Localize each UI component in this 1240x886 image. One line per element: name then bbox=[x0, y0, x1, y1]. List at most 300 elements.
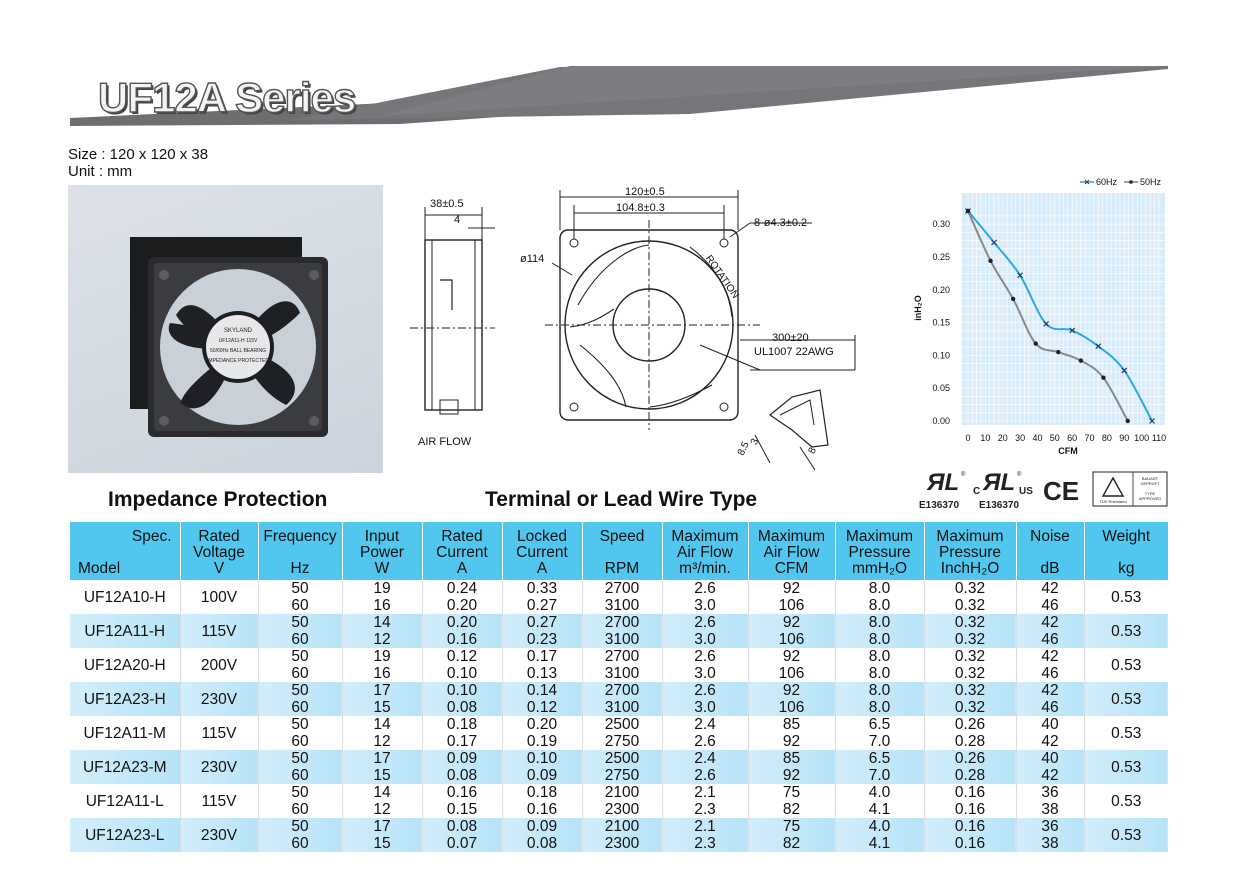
model-cell: UF12A23-M bbox=[70, 750, 180, 784]
fan-illustration bbox=[68, 185, 383, 473]
y-tick-label: 0.30 bbox=[932, 219, 950, 230]
cell-value: 0.10 bbox=[526, 750, 558, 767]
weight-cell: 0.53 bbox=[1084, 580, 1168, 614]
column-header bbox=[662, 522, 748, 580]
front-width-label: 120±0.5 bbox=[625, 186, 665, 198]
column-header bbox=[582, 522, 662, 580]
column-header bbox=[924, 522, 1016, 580]
cell-value: 60 bbox=[291, 597, 309, 614]
legend-marker bbox=[1129, 180, 1133, 184]
cell-value: 40 bbox=[1041, 750, 1059, 767]
data-point bbox=[1079, 358, 1083, 362]
pressure-in-cell bbox=[924, 750, 1016, 784]
cell-value: 0.23 bbox=[526, 631, 558, 648]
x-tick-label: 10 bbox=[980, 433, 991, 443]
dimension-drawing bbox=[400, 185, 880, 485]
cell-value: 3100 bbox=[604, 699, 640, 716]
cell-value: 42 bbox=[1041, 733, 1059, 750]
power-cell bbox=[342, 648, 422, 682]
legend-label: 60Hz bbox=[1096, 177, 1118, 187]
cell-value: 50 bbox=[291, 784, 309, 801]
x-tick-label: 50 bbox=[1049, 433, 1060, 443]
cell-value: 0.32 bbox=[954, 597, 986, 614]
cell-value: 0.26 bbox=[954, 716, 986, 733]
column-unit: m³/min. bbox=[679, 559, 731, 577]
cell-value: 3100 bbox=[604, 597, 640, 614]
freq-cell bbox=[258, 750, 342, 784]
certification-marks bbox=[915, 468, 1170, 514]
locked-cell bbox=[502, 818, 582, 852]
pressure-mm-cell bbox=[835, 750, 924, 784]
side-view bbox=[410, 198, 495, 448]
cell-value: 19 bbox=[373, 648, 391, 665]
cell-value: 2.3 bbox=[694, 801, 716, 818]
photo-label-line-3: 50/60Hz BALL BEARING bbox=[210, 348, 266, 354]
data-point bbox=[1034, 341, 1038, 345]
data-point bbox=[1056, 350, 1060, 354]
svg-text:®: ® bbox=[1017, 472, 1022, 478]
cell-value: 0.26 bbox=[954, 750, 986, 767]
cell-value: 3.0 bbox=[694, 665, 716, 682]
power-cell bbox=[342, 716, 422, 750]
cell-value: 8.0 bbox=[868, 682, 891, 699]
speed-cell bbox=[582, 648, 662, 682]
x-tick-label: 60 bbox=[1067, 433, 1078, 443]
noise-cell bbox=[1016, 818, 1084, 852]
x-tick-label: 110 bbox=[1151, 433, 1167, 443]
pressure-in-cell bbox=[924, 818, 1016, 852]
weight-cell: 0.53 bbox=[1084, 750, 1168, 784]
freq-cell bbox=[258, 818, 342, 852]
unit-info: Unit : mm bbox=[68, 163, 133, 180]
model-cell: UF12A11-M bbox=[70, 716, 180, 750]
column-unit: W bbox=[374, 559, 390, 577]
column-header bbox=[502, 522, 582, 580]
pressure-mm-cell bbox=[835, 648, 924, 682]
cell-value: 0.17 bbox=[446, 733, 478, 750]
cell-value: 2.1 bbox=[694, 784, 716, 801]
y-tick-label: 0.10 bbox=[932, 350, 950, 361]
cell-value: 0.32 bbox=[954, 614, 986, 631]
terminal-dim-b: 8.5 bbox=[735, 440, 752, 458]
impedance-heading: Impedance Protection bbox=[108, 488, 328, 511]
data-point bbox=[1101, 375, 1105, 379]
cell-value: 0.18 bbox=[526, 784, 558, 801]
cell-value: 2100 bbox=[604, 784, 640, 801]
cell-value: 85 bbox=[782, 750, 801, 767]
cell-value: 2300 bbox=[604, 801, 640, 818]
noise-cell bbox=[1016, 784, 1084, 818]
cell-value: 0.09 bbox=[446, 750, 478, 767]
x-tick-label: 100 bbox=[1134, 433, 1150, 443]
terminal-detail bbox=[736, 390, 828, 470]
cell-value: 106 bbox=[778, 699, 805, 716]
cell-value: 46 bbox=[1041, 699, 1059, 716]
locked-cell bbox=[502, 580, 582, 614]
rated-cell bbox=[422, 614, 502, 648]
cell-value: 0.32 bbox=[954, 699, 986, 716]
cell-value: 0.16 bbox=[954, 801, 986, 818]
cell-value: 60 bbox=[291, 733, 309, 750]
cell-value: 0.27 bbox=[526, 597, 558, 614]
cell-value: 2700 bbox=[604, 580, 640, 597]
cul-us-mark: US bbox=[1019, 486, 1033, 497]
hole-pitch-label: 104.8±0.3 bbox=[616, 202, 665, 214]
cell-value: 2.6 bbox=[694, 614, 716, 631]
model-cell: UF12A11-H bbox=[70, 614, 180, 648]
cell-value: 8.0 bbox=[868, 665, 891, 682]
column-header bbox=[748, 522, 835, 580]
ul-mark bbox=[919, 469, 966, 511]
weight-cell: 0.53 bbox=[1084, 716, 1168, 750]
cell-value: 2750 bbox=[604, 767, 640, 784]
cell-value: 14 bbox=[373, 784, 391, 801]
tuv-line-1: BAUART bbox=[1141, 476, 1159, 481]
column-unit: A bbox=[536, 559, 548, 577]
column-header bbox=[835, 522, 924, 580]
cell-value: 19 bbox=[373, 580, 391, 597]
cell-value: 0.09 bbox=[526, 767, 558, 784]
cell-value: 0.18 bbox=[446, 716, 478, 733]
cell-value: 0.16 bbox=[954, 784, 986, 801]
cell-value: 2700 bbox=[604, 614, 640, 631]
cell-value: 4.1 bbox=[868, 835, 891, 852]
speed-cell bbox=[582, 682, 662, 716]
noise-cell bbox=[1016, 682, 1084, 716]
cell-value: 3.0 bbox=[694, 699, 716, 716]
cell-value: 92 bbox=[782, 614, 801, 631]
pressure-mm-cell bbox=[835, 614, 924, 648]
pressure-in-cell bbox=[924, 716, 1016, 750]
cell-value: 2.6 bbox=[694, 767, 716, 784]
cell-value: 0.28 bbox=[954, 767, 986, 784]
cell-value: 106 bbox=[778, 597, 805, 614]
cell-value: 46 bbox=[1041, 665, 1059, 682]
cell-value: 92 bbox=[782, 648, 801, 665]
terminal-heading: Terminal or Lead Wire Type bbox=[485, 488, 758, 511]
cell-value: 60 bbox=[291, 835, 309, 852]
cell-value: 0.12 bbox=[526, 699, 558, 716]
speed-cell bbox=[582, 580, 662, 614]
data-point bbox=[1126, 419, 1130, 423]
rated-cell bbox=[422, 818, 502, 852]
column-header bbox=[342, 522, 422, 580]
cell-value: 0.10 bbox=[446, 682, 478, 699]
cell-value: 2500 bbox=[604, 716, 640, 733]
cell-value: 92 bbox=[782, 733, 801, 750]
locked-cell bbox=[502, 682, 582, 716]
column-title: Rated Voltage bbox=[193, 528, 245, 561]
pressure-in-cell bbox=[924, 784, 1016, 818]
cell-value: 0.09 bbox=[526, 818, 558, 835]
page-title: UF12A Series bbox=[98, 74, 356, 121]
cell-value: 2.6 bbox=[694, 648, 716, 665]
weight-cell: 0.53 bbox=[1084, 818, 1168, 852]
x-tick-label: 80 bbox=[1101, 433, 1112, 443]
column-header bbox=[1016, 522, 1084, 580]
cell-value: 36 bbox=[1041, 784, 1059, 801]
airflow-cfm-cell bbox=[748, 784, 835, 818]
cell-value: 106 bbox=[778, 665, 805, 682]
cul-c-mark: C bbox=[973, 486, 981, 497]
cell-value: 2750 bbox=[604, 733, 640, 750]
locked-cell bbox=[502, 716, 582, 750]
cell-value: 6.5 bbox=[868, 750, 891, 767]
airflow-cfm-cell bbox=[748, 716, 835, 750]
cul-file-number: E136370 bbox=[979, 500, 1020, 511]
cell-value: 2.6 bbox=[694, 733, 716, 750]
column-unit: Hz bbox=[290, 559, 310, 577]
column-unit: V bbox=[213, 559, 225, 577]
speed-cell bbox=[582, 614, 662, 648]
cell-value: 0.14 bbox=[526, 682, 558, 699]
cell-value: 0.32 bbox=[954, 580, 986, 597]
table-header bbox=[70, 522, 1168, 580]
chart-legend bbox=[1080, 177, 1162, 187]
cell-value: 2.6 bbox=[694, 682, 716, 699]
cell-value: 15 bbox=[373, 835, 391, 852]
cell-value: 4.0 bbox=[868, 784, 891, 801]
model-cell: UF12A10-H bbox=[70, 580, 180, 614]
photo-label-line-4: IMPEDANCE PROTECTED bbox=[207, 358, 269, 364]
column-header bbox=[1084, 522, 1168, 580]
column-title: Rated Current bbox=[436, 528, 488, 561]
column-unit: kg bbox=[1118, 559, 1135, 577]
speed-cell bbox=[582, 784, 662, 818]
rated-cell bbox=[422, 784, 502, 818]
cell-value: 14 bbox=[373, 716, 391, 733]
terminal-dim-a: 3 bbox=[748, 437, 762, 447]
cell-value: 2100 bbox=[604, 818, 640, 835]
airflow-label: AIR FLOW bbox=[418, 436, 472, 448]
cell-value: 8.0 bbox=[868, 597, 891, 614]
cell-value: 75 bbox=[782, 784, 801, 801]
cell-value: 38 bbox=[1041, 801, 1059, 818]
cell-value: 3100 bbox=[604, 631, 640, 648]
cell-value: 2.1 bbox=[694, 818, 716, 835]
airflow-cfm-cell bbox=[748, 750, 835, 784]
wire-length-label: 300±20 bbox=[772, 332, 809, 344]
cell-value: 60 bbox=[291, 767, 309, 784]
cell-value: 0.08 bbox=[526, 835, 558, 852]
cell-value: 2.4 bbox=[694, 716, 716, 733]
locked-cell bbox=[502, 614, 582, 648]
cell-value: 3.0 bbox=[694, 631, 716, 648]
photo-label-line-2: UF12A11-H 115V bbox=[218, 338, 258, 344]
spec-label: Spec. bbox=[131, 528, 172, 545]
column-title: Maximum Air Flow bbox=[671, 528, 739, 561]
x-axis-label: CFM bbox=[1058, 446, 1078, 456]
column-unit: mmH₂O bbox=[851, 559, 908, 577]
power-cell bbox=[342, 614, 422, 648]
cell-value: 82 bbox=[782, 835, 801, 852]
cell-value: 42 bbox=[1041, 580, 1059, 597]
table-row bbox=[70, 750, 1168, 784]
cell-value: 50 bbox=[291, 750, 309, 767]
voltage-cell: 115V bbox=[180, 614, 258, 648]
x-tick-label: 30 bbox=[1015, 433, 1026, 443]
cell-value: 60 bbox=[291, 699, 309, 716]
cell-value: 12 bbox=[373, 733, 391, 750]
cell-value: 50 bbox=[291, 682, 309, 699]
table-row bbox=[70, 784, 1168, 818]
y-axis-ticks bbox=[932, 219, 950, 426]
cell-value: 2700 bbox=[604, 648, 640, 665]
cell-value: 17 bbox=[373, 750, 391, 767]
cell-value: 0.28 bbox=[954, 733, 986, 750]
rated-cell bbox=[422, 648, 502, 682]
cell-value: 8.0 bbox=[868, 699, 891, 716]
voltage-cell: 115V bbox=[180, 716, 258, 750]
pressure-mm-cell bbox=[835, 716, 924, 750]
noise-cell bbox=[1016, 580, 1084, 614]
locked-cell bbox=[502, 750, 582, 784]
weight-cell: 0.53 bbox=[1084, 784, 1168, 818]
airflow-cfm-cell bbox=[748, 648, 835, 682]
cell-value: 0.16 bbox=[446, 631, 478, 648]
cell-value: 0.16 bbox=[526, 801, 558, 818]
y-axis-label: inH₂O bbox=[913, 295, 923, 321]
cell-value: 42 bbox=[1041, 767, 1059, 784]
x-tick-label: 70 bbox=[1084, 433, 1095, 443]
column-header bbox=[180, 522, 258, 580]
table-row bbox=[70, 716, 1168, 750]
airflow-m3-cell bbox=[662, 648, 748, 682]
cell-value: 106 bbox=[778, 631, 805, 648]
cell-value: 16 bbox=[373, 665, 391, 682]
diameter-label: ø114 bbox=[520, 253, 545, 265]
cell-value: 2.3 bbox=[694, 835, 716, 852]
model-cell: UF12A20-H bbox=[70, 648, 180, 682]
airflow-m3-cell bbox=[662, 580, 748, 614]
cell-value: 3.0 bbox=[694, 597, 716, 614]
column-title: Locked Current bbox=[516, 528, 568, 561]
cell-value: 42 bbox=[1041, 614, 1059, 631]
pressure-in-cell bbox=[924, 682, 1016, 716]
cell-value: 0.32 bbox=[954, 665, 986, 682]
voltage-cell: 230V bbox=[180, 818, 258, 852]
y-tick-label: 0.15 bbox=[932, 317, 950, 328]
y-tick-label: 0.25 bbox=[932, 251, 950, 262]
y-tick-label: 0.00 bbox=[932, 416, 950, 426]
hole-dia-label: 8-ø4.3±0.2 bbox=[754, 217, 808, 229]
power-cell bbox=[342, 580, 422, 614]
cell-value: 92 bbox=[782, 682, 801, 699]
model-label: Model bbox=[78, 559, 121, 577]
cell-value: 0.08 bbox=[446, 767, 478, 784]
cell-value: 2300 bbox=[604, 835, 640, 852]
pressure-mm-cell bbox=[835, 682, 924, 716]
cell-value: 85 bbox=[782, 716, 801, 733]
model-cell: UF12A23-L bbox=[70, 818, 180, 852]
airflow-cfm-cell bbox=[748, 580, 835, 614]
product-photo bbox=[68, 185, 383, 473]
cell-value: 92 bbox=[782, 767, 801, 784]
power-cell bbox=[342, 784, 422, 818]
airflow-m3-cell bbox=[662, 716, 748, 750]
data-point bbox=[988, 259, 992, 263]
cell-value: 92 bbox=[782, 580, 801, 597]
cell-value: 4.0 bbox=[868, 818, 891, 835]
cell-value: 6.5 bbox=[868, 716, 891, 733]
cell-value: 2700 bbox=[604, 682, 640, 699]
cell-value: 46 bbox=[1041, 631, 1059, 648]
cell-value: 0.10 bbox=[446, 665, 478, 682]
side-inner-label: 4 bbox=[454, 214, 461, 226]
tuv-line-4: APPROVED bbox=[1138, 496, 1162, 501]
cell-value: 0.12 bbox=[446, 648, 478, 665]
weight-cell: 0.53 bbox=[1084, 614, 1168, 648]
cell-value: 0.07 bbox=[446, 835, 478, 852]
airflow-m3-cell bbox=[662, 784, 748, 818]
cell-value: 0.16 bbox=[954, 835, 986, 852]
x-axis-ticks bbox=[965, 433, 1166, 443]
weight-cell: 0.53 bbox=[1084, 648, 1168, 682]
weight-cell: 0.53 bbox=[1084, 682, 1168, 716]
table-row bbox=[70, 682, 1168, 716]
cell-value: 8.0 bbox=[868, 580, 891, 597]
cell-value: 15 bbox=[373, 767, 391, 784]
cell-value: 0.33 bbox=[526, 580, 558, 597]
airflow-cfm-cell bbox=[748, 682, 835, 716]
tuv-line-2: GEPRÜFT bbox=[1140, 481, 1160, 486]
tuv-brand: TÜV Rheinland bbox=[1099, 499, 1127, 504]
cell-value: 75 bbox=[782, 818, 801, 835]
table-row bbox=[70, 648, 1168, 682]
svg-text:®: ® bbox=[961, 472, 966, 478]
cell-value: 0.13 bbox=[526, 665, 558, 682]
cell-value: 0.15 bbox=[446, 801, 478, 818]
pressure-mm-cell bbox=[835, 818, 924, 852]
model-cell: UF12A23-H bbox=[70, 682, 180, 716]
cell-value: 82 bbox=[782, 801, 801, 818]
rated-cell bbox=[422, 580, 502, 614]
cell-value: 50 bbox=[291, 716, 309, 733]
cell-value: 0.32 bbox=[954, 631, 986, 648]
terminal-dim-c: 8 bbox=[806, 445, 820, 456]
cell-value: 46 bbox=[1041, 597, 1059, 614]
cell-value: 15 bbox=[373, 699, 391, 716]
cell-value: 50 bbox=[291, 818, 309, 835]
power-cell bbox=[342, 818, 422, 852]
x-tick-label: 90 bbox=[1119, 433, 1130, 443]
column-title: Maximum Pressure bbox=[845, 528, 914, 561]
cell-value: 16 bbox=[373, 597, 391, 614]
ul-file-number: E136370 bbox=[919, 500, 960, 511]
freq-cell bbox=[258, 784, 342, 818]
x-tick-label: 40 bbox=[1032, 433, 1043, 443]
voltage-cell: 200V bbox=[180, 648, 258, 682]
cell-value: 0.32 bbox=[954, 648, 986, 665]
pressure-in-cell bbox=[924, 614, 1016, 648]
column-title: Noise bbox=[1030, 528, 1070, 545]
airflow-m3-cell bbox=[662, 818, 748, 852]
cell-value: 2.4 bbox=[694, 750, 716, 767]
data-point bbox=[966, 209, 970, 213]
voltage-cell: 115V bbox=[180, 784, 258, 818]
cell-value: 2500 bbox=[604, 750, 640, 767]
cell-value: 40 bbox=[1041, 716, 1059, 733]
freq-cell bbox=[258, 648, 342, 682]
cell-value: 8.0 bbox=[868, 614, 891, 631]
cell-value: 0.20 bbox=[446, 597, 478, 614]
freq-cell bbox=[258, 682, 342, 716]
cell-value: 36 bbox=[1041, 818, 1059, 835]
cell-value: 50 bbox=[291, 614, 309, 631]
cell-value: 42 bbox=[1041, 682, 1059, 699]
locked-cell bbox=[502, 784, 582, 818]
speed-cell bbox=[582, 716, 662, 750]
